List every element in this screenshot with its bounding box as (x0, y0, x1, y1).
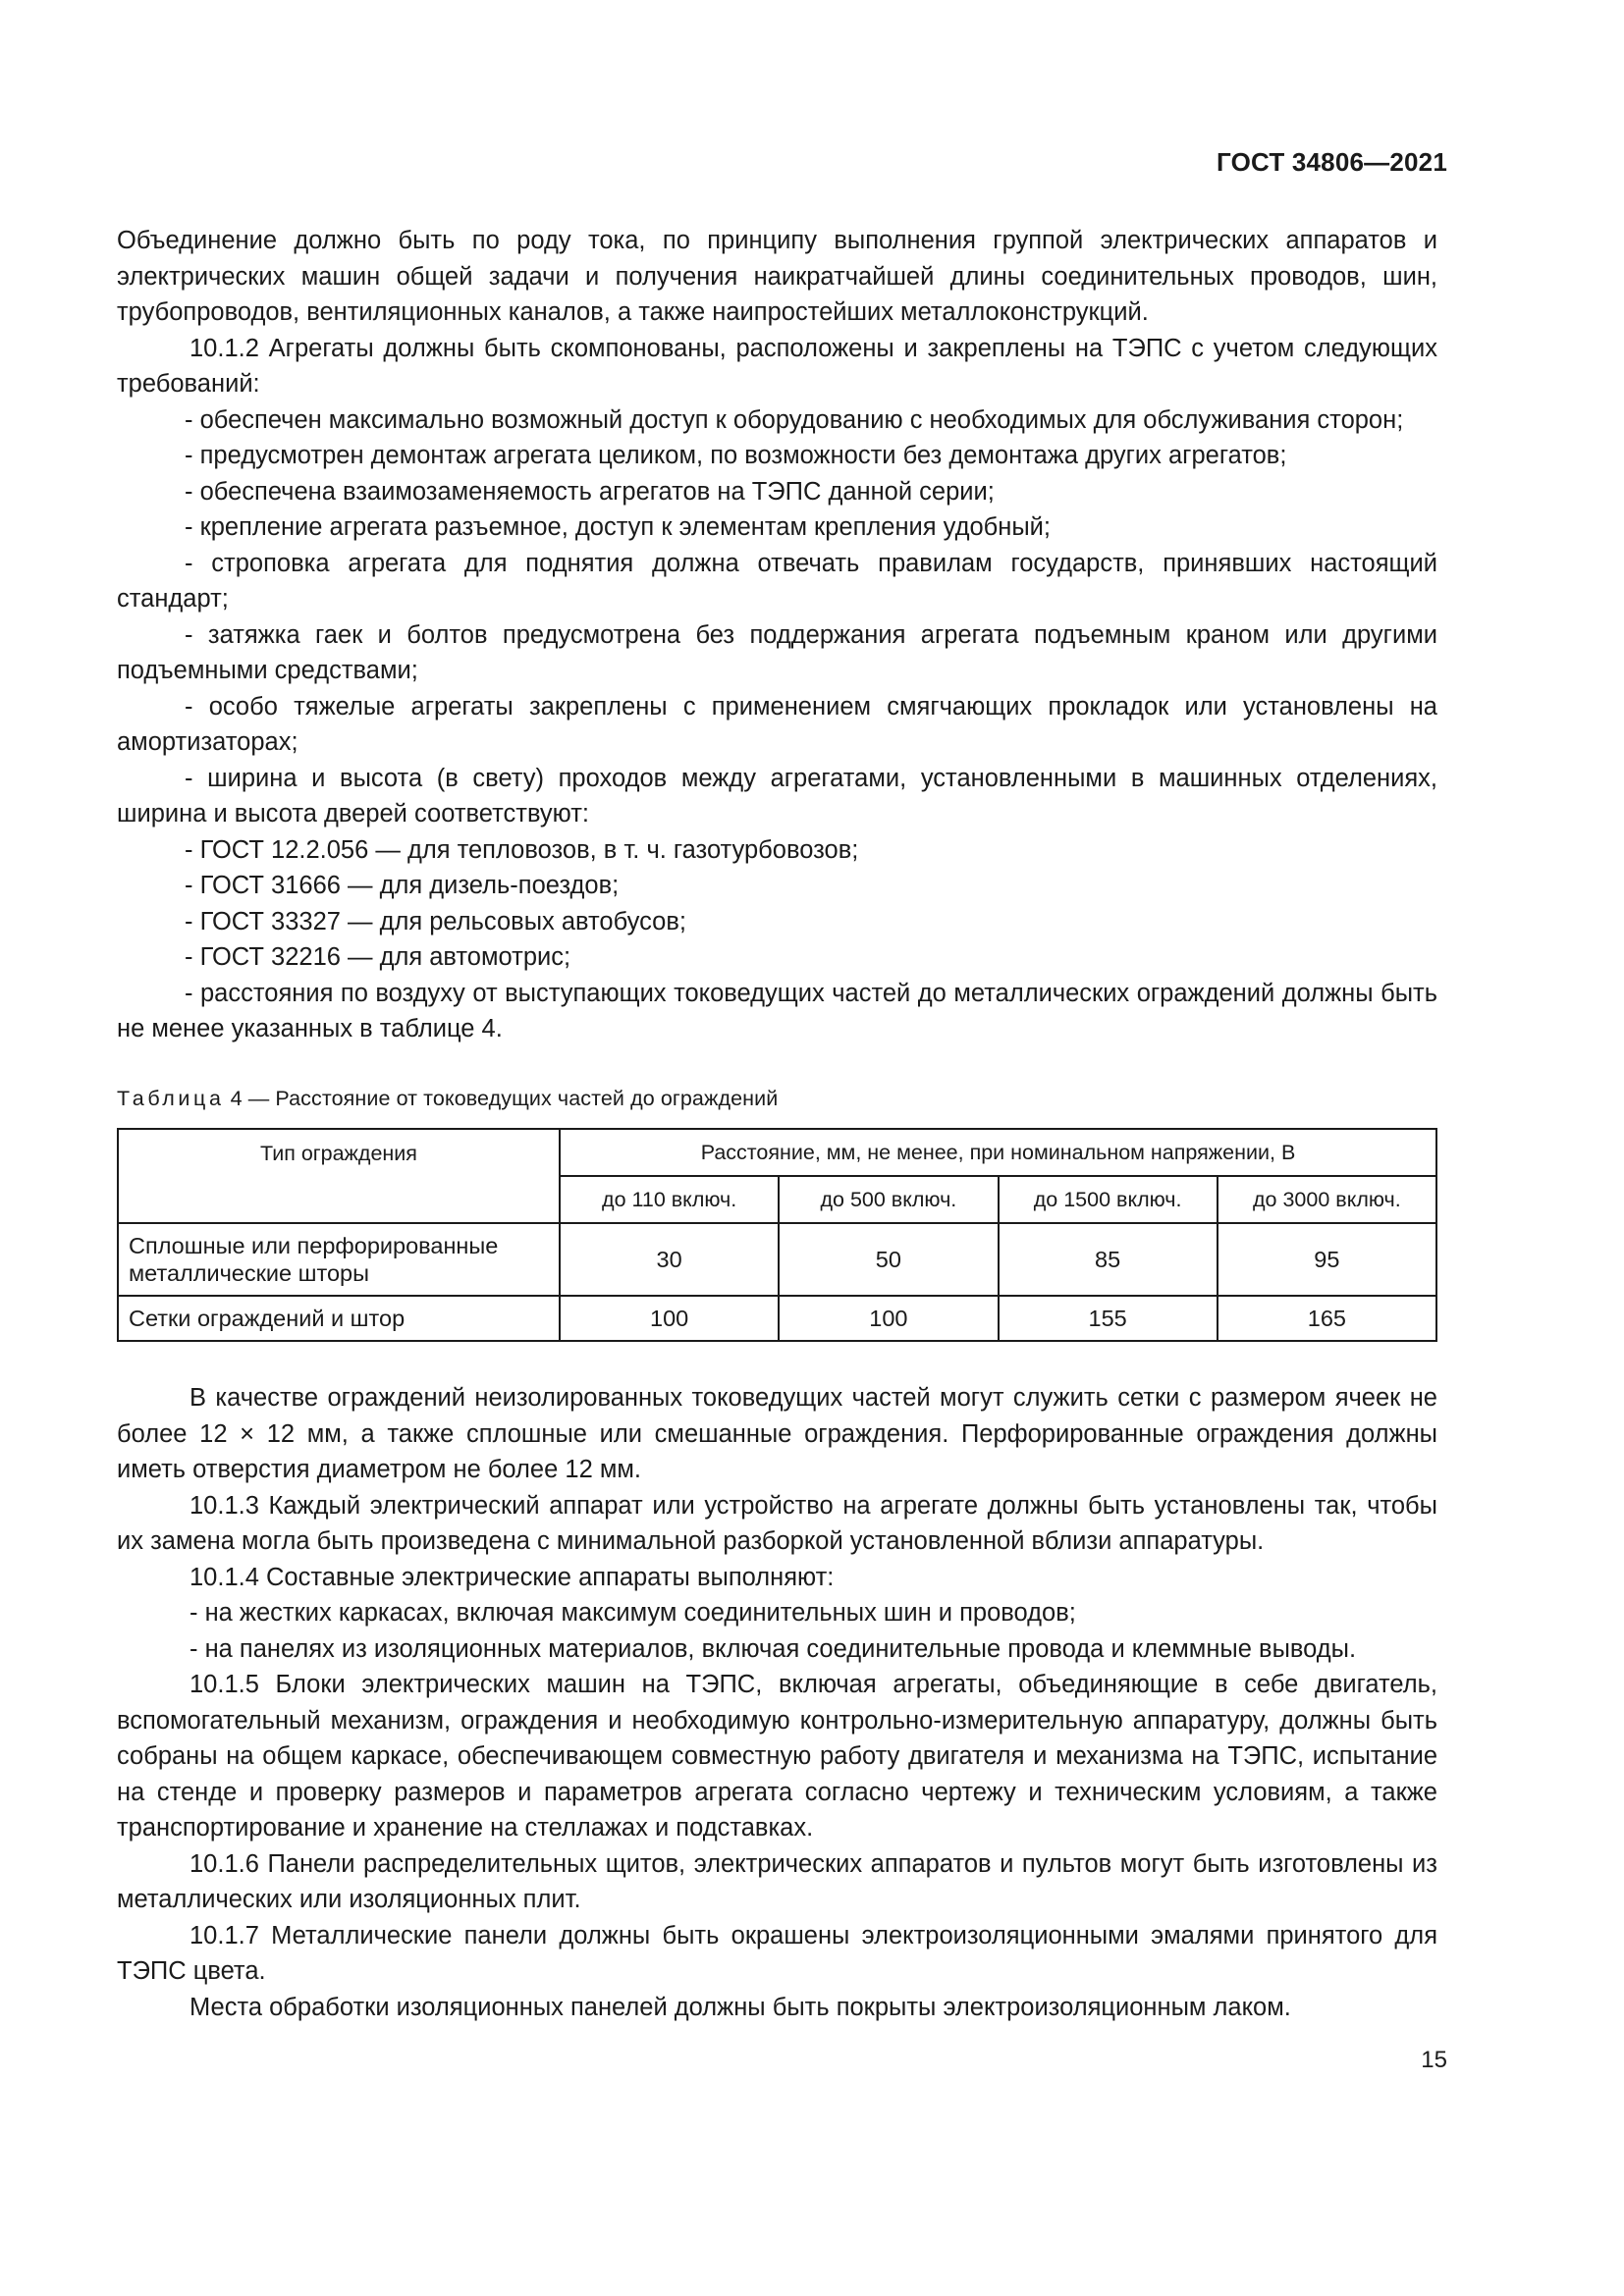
table-header-row (118, 1129, 1436, 1176)
row-label: Сплошные или перфорированные металлические шторы (118, 1223, 560, 1296)
paragraph: 10.1.4 Составные электрические аппараты выполняют: (189, 1563, 835, 1591)
list-item: - ГОСТ 32216 — для автомотрис; (185, 943, 571, 971)
list-item: - строповка агрегата для поднятия должна отвечать правилам государств, принявших настоящий стандарт; (117, 549, 1437, 613)
list-item: - предусмотрен демонтаж агрегата целиком, по возможности без демонтажа других агрегатов; (185, 442, 1287, 469)
table-row (118, 1296, 1436, 1341)
header-voltage-500: до 500 включ. (779, 1176, 998, 1223)
paragraph: В качестве ограждений неизолированных токоведущих частей могут служить сетки с размером ячеек не более 12 × 12 мм, а также сплошные или смешанные ограждения. Перфорированные ограждения должны иметь отверстия диаметром не более 12 мм. (117, 1384, 1437, 1483)
table-caption (117, 1087, 778, 1111)
page-number: 15 (1421, 2047, 1447, 2073)
table-cell: 100 (560, 1296, 779, 1341)
list-item: - ГОСТ 31666 — для дизель-поездов; (185, 872, 620, 899)
distance-table (117, 1128, 1437, 1342)
header-voltage-110: до 110 включ. (560, 1176, 779, 1223)
paragraph: Места обработки изоляционных панелей должны быть покрыты электроизоляционным лаком. (189, 1993, 1291, 2021)
paragraph: 10.1.7 Металлические панели должны быть окрашены электроизоляционными эмалями принятого для ТЭПС цвета. (117, 1921, 1437, 1985)
list-item: - на жестких каркасах, включая максимум соединительных шин и проводов; (189, 1599, 1076, 1627)
table-cell: 50 (779, 1223, 998, 1296)
list-item: - особо тяжелые агрегаты закреплены с применением смягчающих прокладок или установлены на амортизаторах; (117, 692, 1437, 756)
body-text-top (117, 223, 1437, 1047)
list-item: - крепление агрегата разъемное, доступ к элементам крепления удобный; (185, 513, 1051, 541)
table-cell: 95 (1218, 1223, 1436, 1296)
header-voltage-1500: до 1500 включ. (999, 1176, 1218, 1223)
table-cell: 30 (560, 1223, 779, 1296)
paragraph: 10.1.3 Каждый электрический аппарат или устройство на агрегате должны быть установлены так, чтобы их замена могла быть произведена с минимальной разборкой установленной вблизи аппаратуры. (117, 1491, 1437, 1555)
body-text-bottom (117, 1380, 1437, 2025)
list-item: - обеспечен максимально возможный доступ к оборудованию с необходимых для обслуживания сторон; (185, 405, 1404, 434)
list-item: - ширина и высота (в свету) проходов между агрегатами, установленными в машинных отделениях, ширина и высота дверей соответствуют: (117, 764, 1437, 828)
table-caption-title: 4 — Расстояние от токоведущих частей до ограждений (224, 1087, 779, 1110)
paragraph: 10.1.2 Агрегаты должны быть скомпонованы, расположены и закреплены на ТЭПС с учетом следующих требований: (117, 334, 1437, 398)
header-type: Тип ограждения (118, 1129, 560, 1223)
paragraph: 10.1.6 Панели распределительных щитов, электрических аппаратов и пультов могут быть изготовлены из металлических или изоляционных плит. (117, 1849, 1437, 1913)
header-voltage-3000: до 3000 включ. (1218, 1176, 1436, 1223)
list-item: - ГОСТ 12.2.056 — для тепловозов, в т. ч. газотурбовозов; (185, 835, 859, 864)
list-item: - обеспечена взаимозаменяемость агрегатов на ТЭПС данной серии; (185, 477, 995, 506)
table-row (118, 1223, 1436, 1296)
list-item: - на панелях из изоляционных материалов, включая соединительные провода и клеммные выводы. (189, 1634, 1357, 1663)
list-item: - ГОСТ 33327 — для рельсовых автобусов; (185, 907, 686, 935)
table-cell: 100 (779, 1296, 998, 1341)
list-item: - затяжка гаек и болтов предусмотрена без поддержания агрегата подъемным краном или другими подъемными средствами; (117, 620, 1437, 684)
table-cell: 165 (1218, 1296, 1436, 1341)
paragraph: 10.1.5 Блоки электрических машин на ТЭПС, включая агрегаты, объединяющие в себе двигатель, вспомогательный механизм, ограждения и необходимую контрольно-измерительную аппаратуру, должны быть собраны на общем каркасе, обеспечивающем совместную работу двигателя и механизма на ТЭПС, испытание на стенде и проверку размеров и параметров агрегата согласно чертежу и техническим условиям, а также транспортирование и хранение на стеллажах и подставках. (117, 1671, 1437, 1842)
document-code: ГОСТ 34806—2021 (1217, 147, 1447, 177)
row-label: Сетки ограждений и штор (118, 1296, 560, 1341)
list-item: - расстояния по воздуху от выступающих токоведущих частей до металлических ограждений должны быть не менее указанных в таблице 4. (117, 979, 1437, 1042)
table-cell: 155 (999, 1296, 1218, 1341)
header-distance-group: Расстояние, мм, не менее, при номинальном напряжении, В (560, 1129, 1436, 1176)
table-caption-word: Таблица (117, 1087, 225, 1110)
table-cell: 85 (999, 1223, 1218, 1296)
paragraph: Объединение должно быть по роду тока, по принципу выполнения группой электрических аппаратов и электрических машин общей задачи и получения наикратчайшей длины соединительных проводов, шин, трубопроводов, вентиляционных каналов, а также наипростейших металлоконструкций. (117, 227, 1437, 326)
